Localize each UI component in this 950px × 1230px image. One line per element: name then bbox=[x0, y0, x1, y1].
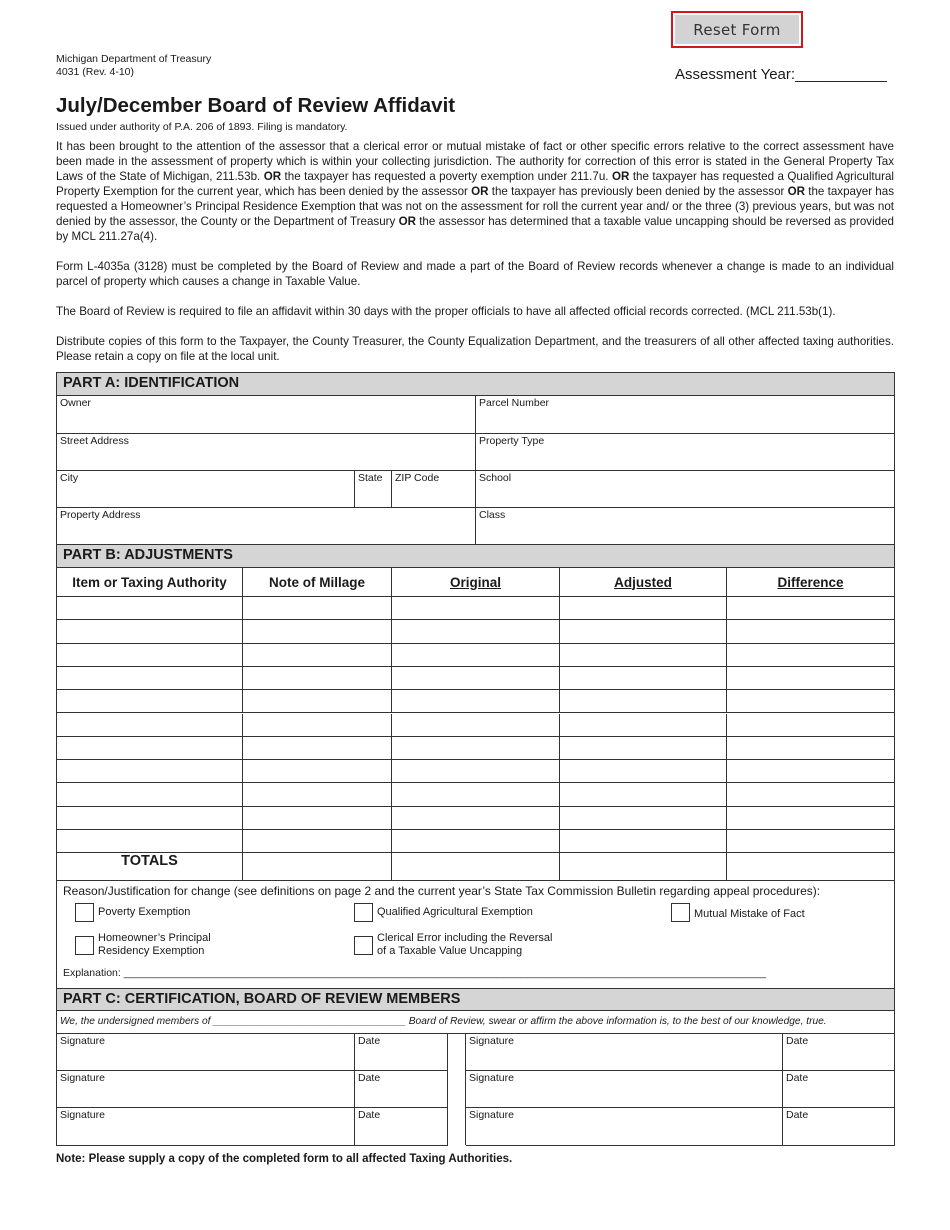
header-item-authority-label: Item or Taxing Authority bbox=[72, 574, 227, 590]
adjustment-adjusted-cell[interactable] bbox=[560, 620, 727, 643]
distribution-paragraph: Distribute copies of this form to the Taxpayer, the County Treasurer, the County Equalization Department, and the treasurers of all other affected taxing authorities. Please retain a copy on file at the local unit. bbox=[56, 335, 894, 363]
header-difference-label: Difference bbox=[777, 574, 844, 590]
state-field[interactable] bbox=[355, 471, 392, 508]
adjustment-millage-cell[interactable] bbox=[243, 737, 392, 760]
signature-field-4[interactable] bbox=[466, 1034, 783, 1071]
adjustment-difference-cell[interactable] bbox=[727, 714, 894, 737]
adjustment-adjusted-cell[interactable] bbox=[560, 690, 727, 713]
city-label: City bbox=[60, 472, 79, 484]
signature-gap bbox=[448, 1034, 466, 1145]
form-l4035a-paragraph: Form L-4035a (3128) must be completed by the Board of Review and made a part of the Board of Review records whenever a change is made to an individual parcel of property which causes a change in Taxable Value. bbox=[56, 260, 894, 288]
adjustment-item-cell[interactable] bbox=[57, 620, 243, 643]
class-field[interactable] bbox=[476, 508, 894, 545]
owner-label: Owner bbox=[60, 397, 91, 409]
owner-field[interactable] bbox=[57, 396, 476, 434]
adjustment-millage-cell[interactable] bbox=[243, 714, 392, 737]
adjustment-item-cell[interactable] bbox=[57, 830, 243, 853]
date-label: Date bbox=[786, 1109, 809, 1121]
mutual-mistake-label: Mutual Mistake of Fact bbox=[694, 908, 805, 920]
adjustment-original-cell[interactable] bbox=[392, 644, 560, 667]
signature-label: Signature bbox=[60, 1035, 105, 1047]
adjustment-difference-cell[interactable] bbox=[727, 667, 894, 690]
assessment-year-field[interactable]: Assessment Year:___________ bbox=[675, 66, 887, 83]
totals-difference-cell[interactable] bbox=[727, 852, 894, 881]
oath-text: We, the undersigned members of __________________________________ Board of Review, swear or affirm the above information is, to the best of our knowledge, true. bbox=[60, 1016, 827, 1027]
adjustment-original-cell[interactable] bbox=[392, 597, 560, 620]
totals-millage-cell[interactable] bbox=[243, 852, 392, 881]
adjustment-difference-cell[interactable] bbox=[727, 807, 894, 830]
class-label: Class bbox=[479, 509, 506, 521]
agency-name: Michigan Department of Treasury bbox=[56, 53, 212, 65]
intro-paragraph: It has been brought to the attention of the assessor that a clerical error or mutual mistake of fact or other specific errors relative to the correct assessment have been made in the assessment of property which is within your collecting jurisdiction. The authority for correction of this error is stated in the General Property Tax Laws of the State of Michigan, 211.53b. OR the taxpayer has requested a poverty exemption under 211.7u. OR the taxpayer has requested a Qualified Agricultural Property Exemption for the current year, which has been denied by the assessor OR the taxpayer has previously been denied by the assessor OR the taxpayer has requested a Homeowner’s Principal Residence Exemption that was not on the assessment for roll the current year and/ or the three (3) previous years, but was not denied by the assessor, the County or the Department of Treasury OR the assessor has determined that a taxable value uncapping should be reversed as provided by MCL 211.27a(4). bbox=[56, 140, 894, 243]
adjustment-adjusted-cell[interactable] bbox=[560, 830, 727, 853]
zip-code-field[interactable] bbox=[392, 471, 476, 508]
part-b-header: PART B: ADJUSTMENTS bbox=[57, 545, 894, 568]
adjustment-original-cell[interactable] bbox=[392, 807, 560, 830]
form-number: 4031 (Rev. 4-10) bbox=[56, 66, 135, 78]
totals-original-cell[interactable] bbox=[392, 852, 560, 881]
authority-line: Issued under authority of P.A. 206 of 1893. Filing is mandatory. bbox=[56, 121, 348, 133]
adjustment-original-cell[interactable] bbox=[392, 714, 560, 737]
adjustment-difference-cell[interactable] bbox=[727, 620, 894, 643]
adjustment-item-cell[interactable] bbox=[57, 760, 243, 783]
poverty-exemption-label: Poverty Exemption bbox=[98, 906, 191, 918]
adjustment-millage-cell[interactable] bbox=[243, 667, 392, 690]
header-original-label: Original bbox=[449, 574, 501, 590]
adjustment-item-cell[interactable] bbox=[57, 667, 243, 690]
adjustment-adjusted-cell[interactable] bbox=[560, 644, 727, 667]
property-type-label: Property Type bbox=[479, 435, 545, 447]
adjustment-millage-cell[interactable] bbox=[243, 760, 392, 783]
left-signature-bottom bbox=[56, 1145, 448, 1146]
adjustment-difference-cell[interactable] bbox=[727, 760, 894, 783]
homeowner-exemption-label bbox=[98, 932, 211, 958]
street-address-field[interactable] bbox=[57, 434, 476, 471]
adjustment-adjusted-cell[interactable] bbox=[560, 714, 727, 737]
affidavit-form bbox=[56, 372, 895, 1146]
date-label: Date bbox=[786, 1035, 809, 1047]
adjustment-adjusted-cell[interactable] bbox=[560, 597, 727, 620]
date-label: Date bbox=[358, 1035, 381, 1047]
poverty-exemption-checkbox[interactable] bbox=[75, 903, 94, 922]
signature-field-2[interactable] bbox=[57, 1071, 355, 1108]
adjustment-original-cell[interactable] bbox=[392, 760, 560, 783]
totals-adjusted-cell[interactable] bbox=[560, 852, 727, 881]
reset-form-button[interactable]: Reset Form bbox=[671, 11, 803, 48]
parcel-number-field[interactable] bbox=[476, 396, 894, 434]
explanation-field[interactable]: Explanation: ______________________________________________________________________________________________________________ bbox=[63, 967, 767, 979]
adjustment-difference-cell[interactable] bbox=[727, 690, 894, 713]
signature-label: Signature bbox=[469, 1072, 514, 1084]
header-millage-label: Note of Millage bbox=[268, 574, 365, 590]
parcel-number-label: Parcel Number bbox=[479, 397, 550, 409]
homeowner-label-line-2: Residency Exemption bbox=[98, 945, 205, 957]
adjustment-original-cell[interactable] bbox=[392, 667, 560, 690]
state-label: State bbox=[358, 472, 383, 484]
adjustment-original-cell[interactable] bbox=[392, 690, 560, 713]
school-field[interactable] bbox=[476, 471, 894, 508]
header-difference bbox=[727, 568, 894, 597]
reason-text: Reason/Justification for change (see definitions on page 2 and the current year’s State Tax Commission Bulletin regarding appeal procedures): bbox=[63, 884, 821, 898]
part-a-header: PART A: IDENTIFICATION bbox=[57, 373, 894, 396]
adjustment-millage-cell[interactable] bbox=[243, 620, 392, 643]
property-address-label: Property Address bbox=[60, 509, 141, 521]
adjustment-original-cell[interactable] bbox=[392, 830, 560, 853]
street-address-label: Street Address bbox=[60, 435, 129, 447]
adjustment-millage-cell[interactable] bbox=[243, 644, 392, 667]
part-c-header: PART C: CERTIFICATION, BOARD OF REVIEW MEMBERS bbox=[57, 988, 894, 1011]
qualified-ag-checkbox[interactable] bbox=[354, 903, 373, 922]
header-adjusted bbox=[560, 568, 727, 597]
page-title: July/December Board of Review Affidavit bbox=[56, 94, 456, 117]
date-field-1[interactable] bbox=[355, 1034, 448, 1071]
adjustment-item-cell[interactable] bbox=[57, 807, 243, 830]
adjustment-millage-cell[interactable] bbox=[243, 783, 392, 806]
signature-label: Signature bbox=[60, 1109, 105, 1121]
adjustment-item-cell[interactable] bbox=[57, 597, 243, 620]
signature-field-6[interactable] bbox=[466, 1108, 783, 1145]
adjustment-original-cell[interactable] bbox=[392, 737, 560, 760]
adjustment-original-cell[interactable] bbox=[392, 620, 560, 643]
agency-block bbox=[56, 53, 211, 79]
adjustment-difference-cell[interactable] bbox=[727, 830, 894, 853]
clerical-error-label bbox=[377, 932, 552, 958]
adjustment-millage-cell[interactable] bbox=[243, 597, 392, 620]
footer-note: Note: Please supply a copy of the completed form to all affected Taxing Authorities. bbox=[56, 1153, 513, 1165]
adjustment-adjusted-cell[interactable] bbox=[560, 760, 727, 783]
zip-code-label: ZIP Code bbox=[395, 472, 440, 484]
date-label: Date bbox=[786, 1072, 809, 1084]
adjustment-item-cell[interactable] bbox=[57, 644, 243, 667]
header-millage bbox=[243, 568, 392, 597]
date-label: Date bbox=[358, 1109, 381, 1121]
signature-field-5[interactable] bbox=[466, 1071, 783, 1108]
homeowner-label-line-1: Homeowner’s Principal bbox=[98, 932, 211, 944]
adjustment-difference-cell[interactable] bbox=[727, 783, 894, 806]
property-type-field[interactable] bbox=[476, 434, 894, 471]
signature-label: Signature bbox=[469, 1109, 514, 1121]
clerical-label-line-2: of a Taxable Value Uncapping bbox=[377, 945, 523, 957]
date-field-5[interactable] bbox=[783, 1071, 894, 1108]
filing-paragraph: The Board of Review is required to file an affidavit within 30 days with the proper officials to have all affected official records corrected. (MCL 211.53b(1). bbox=[56, 305, 836, 318]
signature-field-3[interactable] bbox=[57, 1108, 355, 1145]
date-field-4[interactable] bbox=[783, 1034, 894, 1071]
city-field[interactable] bbox=[57, 471, 355, 508]
clerical-label-line-1: Clerical Error including the Reversal bbox=[377, 932, 553, 944]
adjustment-item-cell[interactable] bbox=[57, 714, 243, 737]
homeowner-exemption-checkbox[interactable] bbox=[75, 936, 94, 955]
adjustment-adjusted-cell[interactable] bbox=[560, 667, 727, 690]
adjustment-difference-cell[interactable] bbox=[727, 644, 894, 667]
signature-gap-mask bbox=[448, 1145, 466, 1147]
adjustment-adjusted-cell[interactable] bbox=[560, 807, 727, 830]
adjustment-item-cell[interactable] bbox=[57, 783, 243, 806]
signature-label: Signature bbox=[60, 1072, 105, 1084]
school-label: School bbox=[479, 472, 512, 484]
adjustment-difference-cell[interactable] bbox=[727, 597, 894, 620]
date-field-2[interactable] bbox=[355, 1071, 448, 1108]
adjustment-adjusted-cell[interactable] bbox=[560, 783, 727, 806]
mutual-mistake-checkbox[interactable] bbox=[671, 903, 690, 922]
totals-row-label bbox=[57, 852, 243, 881]
date-field-3[interactable] bbox=[355, 1108, 448, 1145]
adjustment-difference-cell[interactable] bbox=[727, 737, 894, 760]
adjustment-item-cell[interactable] bbox=[57, 737, 243, 760]
header-adjusted-label: Adjusted bbox=[614, 574, 672, 590]
clerical-error-checkbox[interactable] bbox=[354, 936, 373, 955]
adjustment-adjusted-cell[interactable] bbox=[560, 737, 727, 760]
totals-label: TOTALS bbox=[121, 853, 178, 869]
property-address-field[interactable] bbox=[57, 508, 476, 545]
signature-label: Signature bbox=[469, 1035, 514, 1047]
header-original bbox=[392, 568, 560, 597]
adjustment-millage-cell[interactable] bbox=[243, 807, 392, 830]
qualified-ag-label: Qualified Agricultural Exemption bbox=[377, 906, 533, 918]
adjustment-item-cell[interactable] bbox=[57, 690, 243, 713]
date-field-6[interactable] bbox=[783, 1108, 894, 1145]
adjustment-millage-cell[interactable] bbox=[243, 690, 392, 713]
signature-field-1[interactable] bbox=[57, 1034, 355, 1071]
date-label: Date bbox=[358, 1072, 381, 1084]
header-item-authority bbox=[57, 568, 243, 597]
adjustment-original-cell[interactable] bbox=[392, 783, 560, 806]
adjustment-millage-cell[interactable] bbox=[243, 830, 392, 853]
